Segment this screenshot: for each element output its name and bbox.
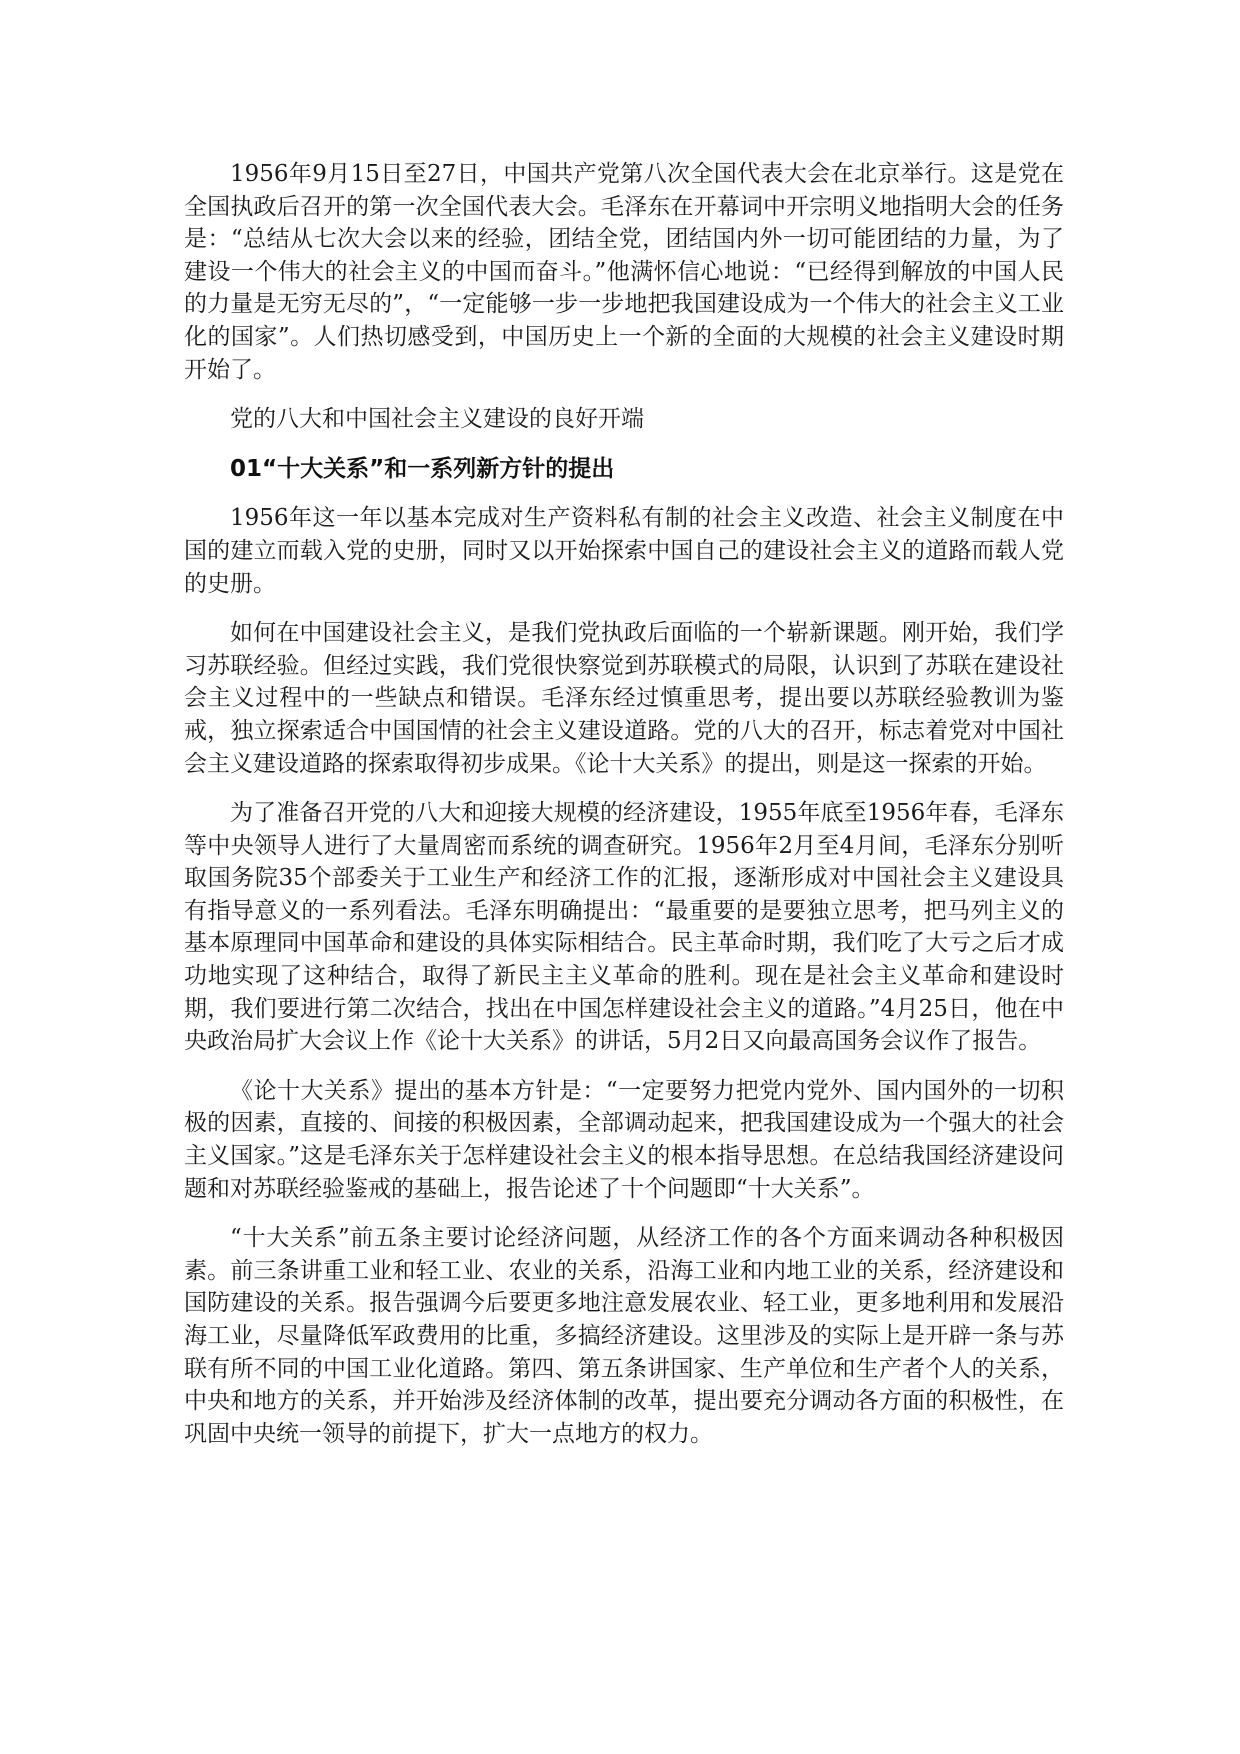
body-paragraph: 1956年这一年以基本完成对生产资料私有制的社会主义改造、社会主义制度在中国的建立而载入党的史册，同时又以开始探索中国自己的建设社会主义的道路而载人党的史册。	[184, 505, 1064, 597]
section-title: 党的八大和中国社会主义建设的良好开端	[230, 406, 644, 433]
subsection-heading: 01“十大关系”和一系列新方针的提出	[230, 455, 615, 482]
document-page	[184, 158, 1064, 1467]
intro-paragraph: 1956年9月15日至27日，中国共产党第八次全国代表大会在北京举行。这是党在全国执政后召开的第一次全国代表大会。毛泽东在开幕词中开宗明义地指明大会的任务是：“总结从七次大会以来的经验，团结全党，团结国内外一切可能团结的力量，为了建设一个伟大的社会主义的中国而奋斗。”他满怀信心地说：“已经得到解放的中国人民的力量是无穷无尽的”，“一定能够一步一步地把我国建设成为一个伟大的社会主义工业化的国家”。人们热切感受到，中国历史上一个新的全面的大规模的社会主义建设时期开始了。	[184, 161, 1064, 383]
body-paragraph: “十大关系”前五条主要讨论经济问题，从经济工作的各个方面来调动各种积极因素。前三条讲重工业和轻工业、农业的关系，沿海工业和内地工业的关系，经济建设和国防建设的关系。报告强调今后要更多地注意发展农业、轻工业，更多地利用和发展沿海工业，尽量降低军政费用的比重，多搞经济建设。这里涉及的实际上是开辟一条与苏联有所不同的中国工业化道路。第四、第五条讲国家、生产单位和生产者个人的关系，中央和地方的关系，并开始涉及经济体制的改革，提出要充分调动各方面的积极性，在巩固中央统一领导的前提下，扩大一点地方的权力。	[184, 1225, 1064, 1447]
body-paragraph: 《论十大关系》提出的基本方针是：“一定要努力把党内党外、国内国外的一切积极的因素，直接的、间接的积极因素，全部调动起来，把我国建设成为一个强大的社会主义国家。”这是毛泽东关于怎样建设社会主义的根本指导思想。在总结我国经济建设问题和对苏联经验鉴戒的基础上，报告论述了十个问题即“十大关系”。	[184, 1077, 1064, 1202]
body-paragraph: 为了准备召开党的八大和迎接大规模的经济建设，1955年底至1956年春，毛泽东等中央领导人进行了大量周密而系统的调查研究。1956年2月至4月间，毛泽东分别听取国务院35个部委关于工业生产和经济工作的汇报，逐渐形成对中国社会主义建设具有指导意义的一系列看法。毛泽东明确提出：“最重要的是要独立思考，把马列主义的基本原理同中国革命和建设的具体实际相结合。民主革命时期，我们吃了大亏之后才成功地实现了这种结合，取得了新民主主义革命的胜利。现在是社会主义革命和建设时期，我们要进行第二次结合，找出在中国怎样建设社会主义的道路。”4月25日，他在中央政治局扩大会议上作《论十大关系》的讲话，5月2日又向最高国务会议作了报告。	[184, 800, 1064, 1055]
body-paragraph: 如何在中国建设社会主义，是我们党执政后面临的一个崭新课题。刚开始，我们学习苏联经验。但经过实践，我们党很快察觉到苏联模式的局限，认识到了苏联在建设社会主义过程中的一些缺点和错误。毛泽东经过慎重思考，提出要以苏联经验教训为鉴戒，独立探索适合中国国情的社会主义建设道路。党的八大的召开，标志着党对中国社会主义建设道路的探索取得初步成果。《论十大关系》的提出，则是这一探索的开始。	[184, 620, 1064, 777]
